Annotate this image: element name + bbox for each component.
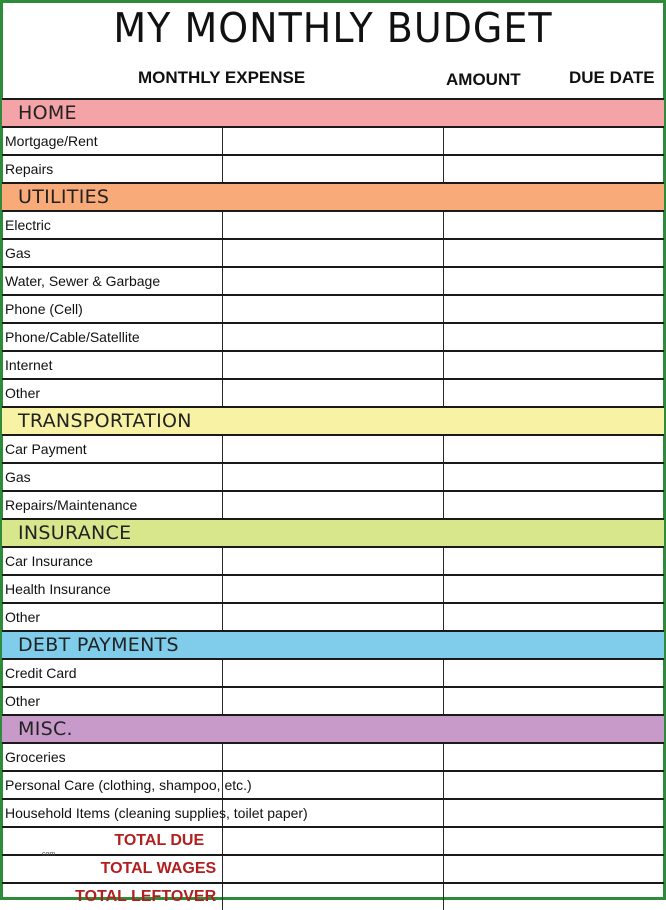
category-row-home bbox=[2, 99, 664, 127]
amount-cell[interactable] bbox=[223, 155, 444, 183]
expense-label: Car Payment bbox=[2, 435, 223, 463]
table-row bbox=[2, 211, 664, 239]
total-leftover-label: TOTAL LEFTOVER bbox=[2, 883, 223, 910]
amount-cell[interactable] bbox=[223, 491, 444, 519]
amount-cell[interactable] bbox=[223, 239, 444, 267]
expense-label: Internet bbox=[2, 351, 223, 379]
due-date-cell[interactable] bbox=[443, 155, 664, 183]
expense-label: Car Insurance bbox=[2, 547, 223, 575]
table-row bbox=[2, 127, 664, 155]
table-row bbox=[2, 435, 664, 463]
expense-label: Electric bbox=[2, 211, 223, 239]
total-wages-date-cell[interactable] bbox=[443, 855, 664, 883]
header-due-date: DUE DATE bbox=[569, 68, 655, 87]
table-row bbox=[2, 239, 664, 267]
budget-table bbox=[2, 98, 664, 910]
due-date-cell[interactable] bbox=[443, 211, 664, 239]
header-amount: AMOUNT bbox=[446, 70, 521, 89]
category-insurance: INSURANCE bbox=[2, 519, 664, 547]
category-row-utilities bbox=[2, 183, 664, 211]
expense-label: Repairs bbox=[2, 155, 223, 183]
table-row bbox=[2, 603, 664, 631]
due-date-cell[interactable] bbox=[443, 687, 664, 715]
amount-cell[interactable] bbox=[223, 463, 444, 491]
due-date-cell[interactable] bbox=[443, 575, 664, 603]
amount-cell[interactable] bbox=[223, 435, 444, 463]
expense-label: Health Insurance bbox=[2, 575, 223, 603]
table-row bbox=[2, 743, 664, 771]
category-row-misc bbox=[2, 715, 664, 743]
due-date-cell[interactable] bbox=[443, 603, 664, 631]
amount-cell[interactable] bbox=[223, 743, 444, 771]
due-date-cell[interactable] bbox=[443, 659, 664, 687]
table-row bbox=[2, 659, 664, 687]
table-row bbox=[2, 155, 664, 183]
header-monthly-expense: MONTHLY EXPENSE bbox=[138, 68, 306, 87]
table-row bbox=[2, 323, 664, 351]
table-row bbox=[2, 379, 664, 407]
table-row bbox=[2, 295, 664, 323]
due-date-cell[interactable] bbox=[443, 463, 664, 491]
due-date-cell[interactable] bbox=[443, 295, 664, 323]
expense-label: Mortgage/Rent bbox=[2, 127, 223, 155]
category-home: HOME bbox=[2, 99, 664, 127]
due-date-cell[interactable] bbox=[443, 547, 664, 575]
total-leftover-date-cell[interactable] bbox=[443, 883, 664, 910]
page-title: MY MONTHLY BUDGET bbox=[113, 4, 553, 52]
expense-label: Other bbox=[2, 687, 223, 715]
table-row bbox=[2, 491, 664, 519]
amount-cell[interactable] bbox=[223, 211, 444, 239]
due-date-cell[interactable] bbox=[443, 323, 664, 351]
total-wages-row bbox=[2, 855, 664, 883]
amount-cell[interactable] bbox=[223, 547, 444, 575]
total-due-amount-cell[interactable] bbox=[223, 827, 444, 855]
table-row bbox=[2, 547, 664, 575]
category-transportation: TRANSPORTATION bbox=[2, 407, 664, 435]
amount-cell[interactable] bbox=[223, 687, 444, 715]
expense-label: Phone (Cell) bbox=[2, 295, 223, 323]
expense-label: Groceries bbox=[2, 743, 223, 771]
due-date-cell[interactable] bbox=[443, 743, 664, 771]
due-date-cell[interactable] bbox=[443, 239, 664, 267]
category-utilities: UTILITIES bbox=[2, 183, 664, 211]
total-wages-amount-cell[interactable] bbox=[223, 855, 444, 883]
category-row-transportation bbox=[2, 407, 664, 435]
table-row bbox=[2, 799, 664, 827]
table-row bbox=[2, 463, 664, 491]
due-date-cell[interactable] bbox=[443, 435, 664, 463]
amount-cell[interactable] bbox=[223, 379, 444, 407]
total-due-date-cell[interactable] bbox=[443, 827, 664, 855]
expense-label: Household Items (cleaning supplies, toilet paper) bbox=[2, 799, 223, 827]
amount-cell[interactable] bbox=[223, 323, 444, 351]
expense-label: Water, Sewer & Garbage bbox=[2, 267, 223, 295]
due-date-cell[interactable] bbox=[443, 351, 664, 379]
expense-label: Phone/Cable/Satellite bbox=[2, 323, 223, 351]
category-misc: MISC. bbox=[2, 715, 664, 743]
amount-cell[interactable] bbox=[223, 771, 444, 799]
table-row bbox=[2, 267, 664, 295]
table-row bbox=[2, 771, 664, 799]
total-leftover-row bbox=[2, 883, 664, 910]
due-date-cell[interactable] bbox=[443, 491, 664, 519]
footnote-mark: com bbox=[42, 851, 56, 858]
expense-label: Other bbox=[2, 603, 223, 631]
due-date-cell[interactable] bbox=[443, 267, 664, 295]
total-due-label: TOTAL DUE bbox=[2, 827, 223, 855]
amount-cell[interactable] bbox=[223, 575, 444, 603]
amount-cell[interactable] bbox=[223, 351, 444, 379]
amount-cell[interactable] bbox=[223, 659, 444, 687]
category-debt-payments: DEBT PAYMENTS bbox=[2, 631, 664, 659]
amount-cell[interactable] bbox=[223, 603, 444, 631]
expense-label: Personal Care (clothing, shampoo, etc.) bbox=[2, 771, 223, 799]
expense-label: Repairs/Maintenance bbox=[2, 491, 223, 519]
total-leftover-amount-cell[interactable] bbox=[223, 883, 444, 910]
expense-label: Credit Card bbox=[2, 659, 223, 687]
category-row-debt-payments bbox=[2, 631, 664, 659]
expense-label: Other bbox=[2, 379, 223, 407]
amount-cell[interactable] bbox=[223, 267, 444, 295]
due-date-cell[interactable] bbox=[443, 379, 664, 407]
due-date-cell[interactable] bbox=[443, 771, 664, 799]
expense-label: Gas bbox=[2, 239, 223, 267]
table-row bbox=[2, 687, 664, 715]
table-row bbox=[2, 575, 664, 603]
due-date-cell[interactable] bbox=[443, 127, 664, 155]
amount-cell[interactable] bbox=[223, 295, 444, 323]
total-due-row bbox=[2, 827, 664, 855]
expense-label: Gas bbox=[2, 463, 223, 491]
due-date-cell[interactable] bbox=[443, 799, 664, 827]
category-row-insurance bbox=[2, 519, 664, 547]
table-row bbox=[2, 351, 664, 379]
total-wages-label: TOTAL WAGES bbox=[2, 855, 223, 883]
amount-cell[interactable] bbox=[223, 127, 444, 155]
